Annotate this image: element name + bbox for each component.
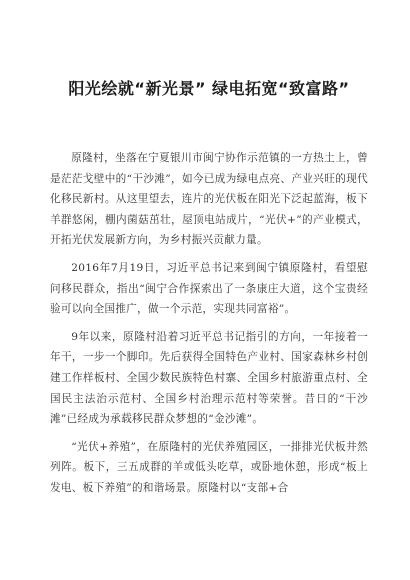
article-paragraph: 原隆村，坐落在宁夏银川市闽宁协作示范镇的一方热土上，曾是茫茫戈壁中的“干沙滩”，如今已成为绿电点亮、产业兴旺的现代化移民新村。从这里望去，连片的光伏板在阳光下泛起蓝海，板下羊群悠闲，棚内菌菇茁壮，屋顶电站成片，“光伏+”的产业模式，开拓光伏发展新方向，为乡村振兴贡献力量。 [50,152,368,247]
article-paragraph: “光伏+养殖”，在原隆村的光伏养殖园区，一排排光伏板井然列阵。板下，三五成群的羊或低头吃草，或卧地休憩，形成“板上发电、板下养殖”的和谐场景。原隆村以“支部+合 [50,440,368,494]
article-title: 阳光绘就“新光景” 绿电拓宽“致富路” [68,79,350,98]
article-paragraph: 9年以来，原隆村沿着习近平总书记指引的方向，一年接着一年干，一步一个脚印。先后获得全国特色产业村、国家森林乡村创建工作样板村、全国少数民族特色村寨、全国乡村旅游重点村、全国民主法治示范村、全国乡村治理示范村等荣誉。昔日的“干沙滩”已经成为承载移民群众梦想的“金沙滩”。 [50,330,368,426]
article-paragraph: 2016年7月19日，习近平总书记来到闽宁镇原隆村，看望慰问移民群众，指出“闽宁合作探索出了一条康庄大道，这个宝贵经验可以向全国推广，做一个示范，实现共同富裕”。 [50,261,368,316]
article-body [50,148,368,506]
